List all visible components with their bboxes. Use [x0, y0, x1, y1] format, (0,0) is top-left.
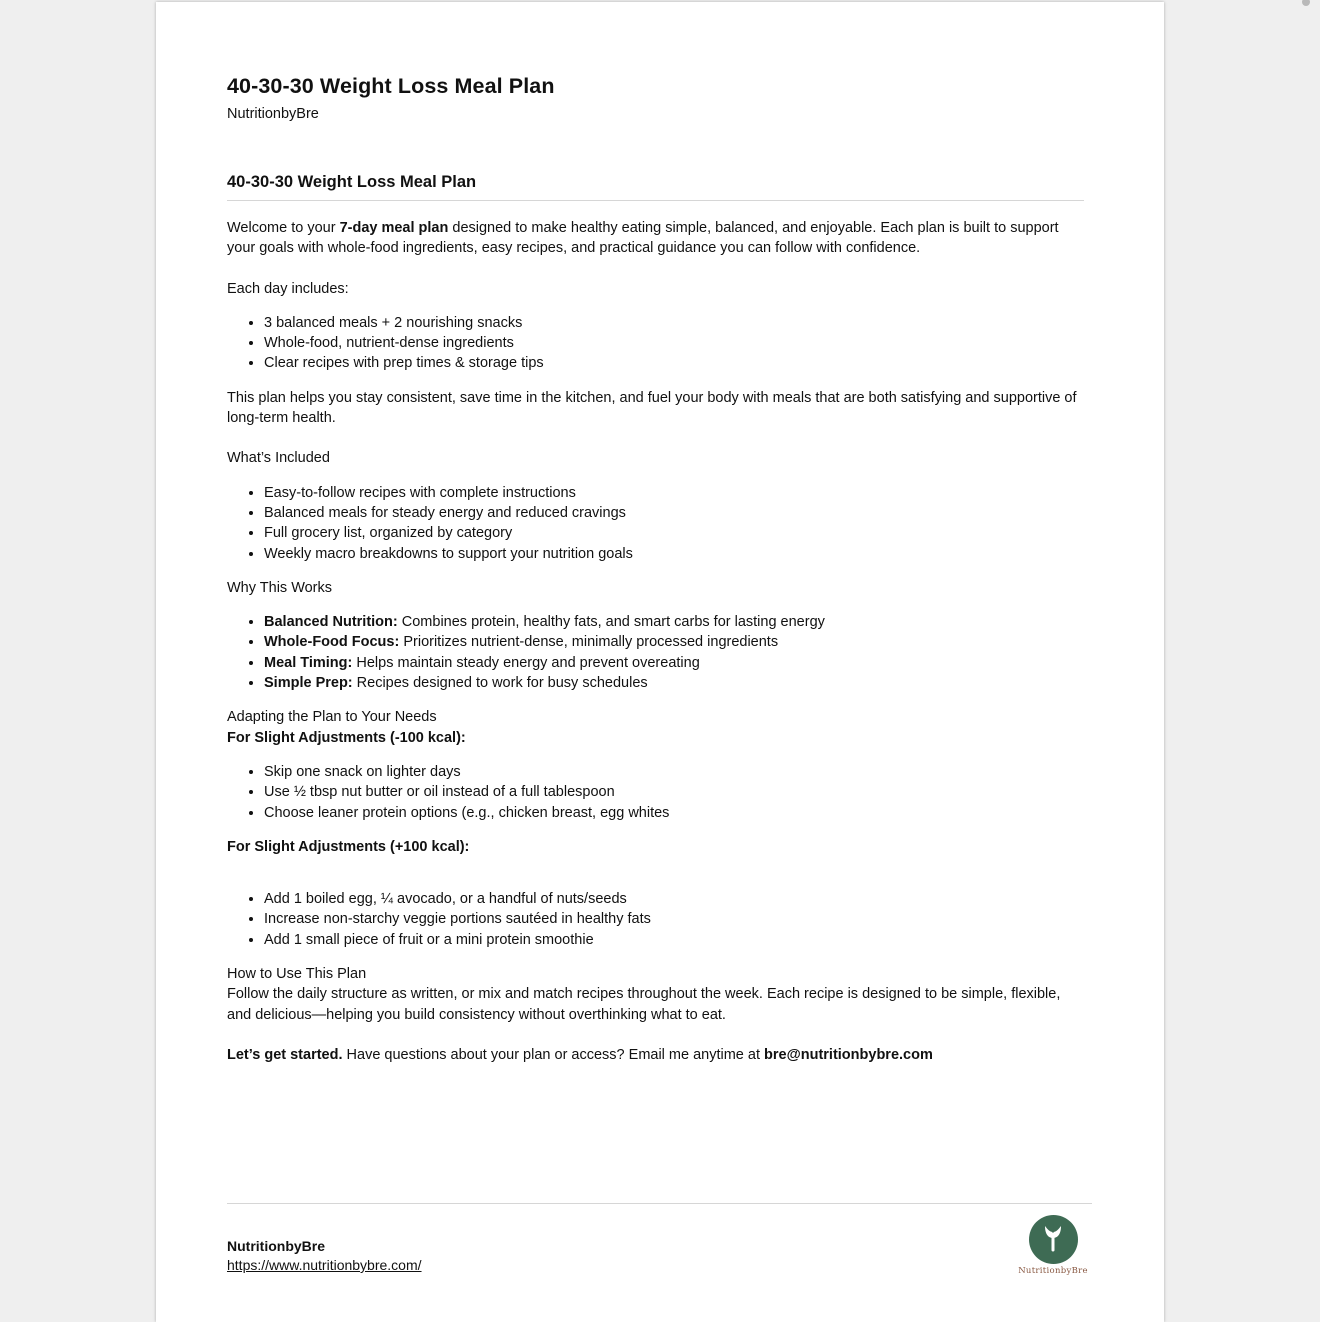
footer-website-link[interactable]: https://www.nutritionbybre.com/: [227, 1257, 422, 1273]
footer-divider: [227, 1203, 1092, 1204]
list-item: • Choose leaner protein options (e.g., chicken breast, egg whites: [264, 803, 1084, 823]
list-item: • Add 1 boiled egg, ¼ avocado, or a handful of nuts/seeds: [264, 889, 1084, 909]
list-item: • Full grocery list, organized by category: [264, 523, 1084, 543]
list-item: [264, 653, 1084, 673]
list-item: [264, 612, 1084, 632]
brand-logo: [1012, 1215, 1094, 1276]
document-title: 40-30-30 Weight Loss Meal Plan: [227, 74, 555, 98]
scrollbar-indicator[interactable]: [1302, 0, 1310, 6]
list-item: [264, 632, 1084, 652]
list-item-text: Recipes designed to work for busy schedules: [352, 675, 648, 692]
list-item: • Increase non-starchy veggie portions sautéed in healthy fats: [264, 909, 1084, 929]
adjust-plus-heading: For Slight Adjustments (+100 kcal):: [227, 838, 470, 855]
cta-email[interactable]: bre@nutritionbybre.com: [764, 1046, 933, 1063]
list-item-term: Whole-Food Focus:: [264, 634, 400, 651]
cta-bold: Let’s get started.: [227, 1046, 343, 1063]
list-item: • Skip one snack on lighter days: [264, 762, 1084, 782]
adjust-plus-list: [227, 889, 1084, 950]
adapting-label: Adapting the Plan to Your Needs: [227, 709, 437, 726]
adjust-minus-list: [227, 762, 1084, 823]
how-paragraph: Follow the daily structure as written, or mix and match recipes throughout the week. Each recipe is designed to be simple, flexible, and delicious—helping you build consistency without overthinking what to eat.: [227, 986, 1061, 1023]
each-day-label: Each day includes:: [227, 280, 349, 297]
list-item-term: Simple Prep:: [264, 675, 353, 692]
logo-badge: [1029, 1215, 1078, 1264]
consistency-paragraph: This plan helps you stay consistent, save time in the kitchen, and fuel your body with meals that are both satisfying and supportive of long-term health.: [227, 389, 1077, 427]
document-page: [156, 2, 1164, 1322]
list-item: • 3 balanced meals + 2 nourishing snacks: [264, 313, 1084, 333]
document-body: [227, 172, 1084, 1065]
list-item-text: Combines protein, healthy fats, and smart carbs for lasting energy: [397, 614, 825, 631]
fork-leaf-icon: [1040, 1222, 1066, 1257]
how-label: How to Use This Plan: [227, 966, 367, 983]
list-item-text: Helps maintain steady energy and prevent overeating: [352, 654, 700, 671]
list-item-text: Prioritizes nutrient-dense, minimally processed ingredients: [399, 634, 779, 651]
intro-prefix: Welcome to your: [227, 220, 340, 236]
included-label: What’s Included: [227, 450, 330, 467]
list-item: • Easy-to-follow recipes with complete instructions: [264, 483, 1084, 503]
footer-brand: NutritionbyBre: [227, 1238, 325, 1254]
each-day-list: [227, 313, 1084, 374]
list-item-term: Meal Timing:: [264, 654, 353, 671]
included-list: [227, 483, 1084, 564]
cta-text: Have questions about your plan or access? Email me anytime at: [342, 1046, 765, 1063]
adjust-minus-heading: For Slight Adjustments (-100 kcal):: [227, 729, 466, 746]
cta-paragraph: [227, 1045, 1084, 1065]
list-item: • Clear recipes with prep times & storage tips: [264, 353, 1084, 373]
list-item: • Use ½ tbsp nut butter or oil instead of a full tablespoon: [264, 782, 1084, 802]
intro-suffix: designed to make healthy eating simple, balanced, and enjoyable. Each plan is built to support your goals with whole-food ingredients, easy recipes, and practical guidance you can follow with confidence.: [227, 220, 1059, 257]
section-heading: 40-30-30 Weight Loss Meal Plan: [227, 172, 1084, 201]
list-item: [264, 673, 1084, 693]
intro-paragraph: [227, 218, 1084, 259]
list-item-term: Balanced Nutrition:: [264, 614, 398, 631]
list-item: • Balanced meals for steady energy and reduced cravings: [264, 503, 1084, 523]
why-list: [227, 612, 1084, 693]
list-item: • Add 1 small piece of fruit or a mini protein smoothie: [264, 930, 1084, 950]
why-label: Why This Works: [227, 579, 333, 596]
intro-bold: 7-day meal plan: [339, 220, 449, 236]
list-item: • Whole-food, nutrient-dense ingredients: [264, 333, 1084, 353]
document-subtitle: NutritionbyBre: [227, 106, 319, 122]
logo-wordmark: NutritionbyBre: [1018, 1266, 1088, 1276]
list-item: • Weekly macro breakdowns to support your nutrition goals: [264, 544, 1084, 564]
